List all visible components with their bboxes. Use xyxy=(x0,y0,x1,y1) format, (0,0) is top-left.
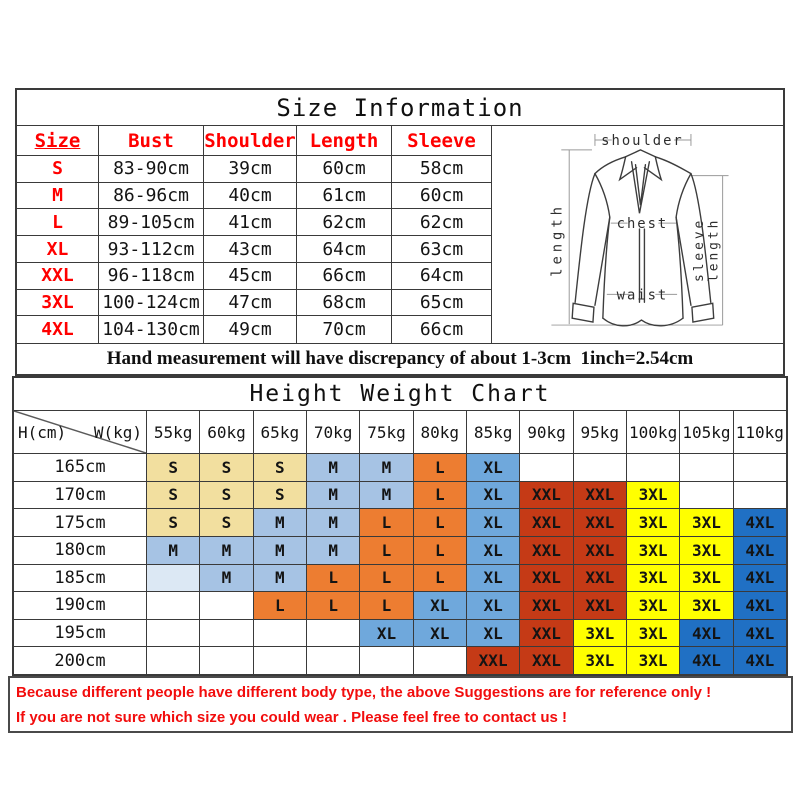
hw-size-cell: S xyxy=(200,482,253,509)
hw-row xyxy=(14,565,786,593)
size-cell-bust: 100-124cm xyxy=(99,290,204,317)
hw-height-cell: 185cm xyxy=(14,565,147,592)
hw-height-cell: 190cm xyxy=(14,592,147,619)
hw-matrix xyxy=(14,454,786,674)
hw-size-cell: 4XL xyxy=(734,565,786,592)
size-cell-length: 66cm xyxy=(297,263,392,290)
size-cell-length: 61cm xyxy=(297,183,392,210)
hw-corner-weight-label: W(kg) xyxy=(93,422,142,442)
size-table-row xyxy=(17,183,492,210)
hw-size-cell: XL xyxy=(467,482,520,509)
hw-size-cell: S xyxy=(254,482,307,509)
hw-height-cell: 170cm xyxy=(14,482,147,509)
hw-size-cell: M xyxy=(360,454,413,481)
hw-size-cell: L xyxy=(307,565,360,592)
hw-size-cell: M xyxy=(307,509,360,536)
size-cell-length: 64cm xyxy=(297,236,392,263)
hw-size-cell: M xyxy=(200,537,253,564)
chest-label: chest xyxy=(616,216,669,233)
hw-size-cell: XXL xyxy=(574,537,627,564)
shirt-diagram-cell xyxy=(492,126,783,343)
hw-height-cell: 165cm xyxy=(14,454,147,481)
hw-weight-header-cell: 55kg xyxy=(147,411,200,453)
hw-corner-cell xyxy=(14,411,147,453)
hw-size-cell: S xyxy=(200,454,253,481)
left-armhole xyxy=(595,174,610,218)
size-header-cell-shoulder: Shoulder xyxy=(204,126,297,156)
hw-weight-header-cell: 65kg xyxy=(254,411,307,453)
hw-size-cell: S xyxy=(254,454,307,481)
size-header-cell-bust: Bust xyxy=(99,126,204,156)
hw-size-cell: XXL xyxy=(520,482,573,509)
hw-size-cell: L xyxy=(360,509,413,536)
shirt-measurement-diagram xyxy=(492,126,783,343)
size-table-left xyxy=(17,126,492,343)
hw-header-row xyxy=(14,411,786,454)
hw-size-cell: XL xyxy=(467,592,520,619)
hw-weight-header-cell: 95kg xyxy=(574,411,627,453)
height-weight-chart xyxy=(12,376,788,676)
hw-size-cell: M xyxy=(307,482,360,509)
hw-size-cell: 3XL xyxy=(680,509,733,536)
hw-row xyxy=(14,482,786,510)
hw-size-cell xyxy=(574,454,627,481)
sleeve-length-label xyxy=(692,218,722,282)
right-sleeve-inner xyxy=(676,217,691,305)
hw-size-cell: 3XL xyxy=(680,537,733,564)
hw-size-cell xyxy=(680,454,733,481)
size-table-row xyxy=(17,209,492,236)
hw-height-cell: 180cm xyxy=(14,537,147,564)
hw-size-cell: XL xyxy=(467,509,520,536)
hw-size-cell: L xyxy=(254,592,307,619)
hw-size-cell: M xyxy=(147,537,200,564)
size-cell-shoulder: 43cm xyxy=(204,236,297,263)
hw-size-cell: XXL xyxy=(467,647,520,674)
hw-size-cell: 3XL xyxy=(627,592,680,619)
hw-row xyxy=(14,454,786,482)
size-cell-bust: 86-96cm xyxy=(99,183,204,210)
hw-size-cell: L xyxy=(414,482,467,509)
footer-note xyxy=(8,676,793,733)
size-cell-length: 60cm xyxy=(297,156,392,183)
hw-size-cell: XXL xyxy=(520,537,573,564)
hw-size-cell: 4XL xyxy=(734,592,786,619)
hw-size-cell xyxy=(680,482,733,509)
hw-size-cell: 4XL xyxy=(680,620,733,647)
hw-weight-header-cell: 105kg xyxy=(680,411,733,453)
hw-size-cell: S xyxy=(147,482,200,509)
hw-size-cell: 3XL xyxy=(627,647,680,674)
hw-weight-header-cell: 80kg xyxy=(414,411,467,453)
hw-size-cell: XXL xyxy=(520,620,573,647)
hw-weight-header-cell: 75kg xyxy=(360,411,413,453)
hw-size-cell: XXL xyxy=(574,509,627,536)
size-table-header-row xyxy=(17,126,492,156)
hw-size-cell: M xyxy=(360,482,413,509)
hw-size-cell: L xyxy=(414,454,467,481)
hw-size-cell: XXL xyxy=(520,509,573,536)
size-header-cell-length: Length xyxy=(297,126,392,156)
hw-size-cell xyxy=(734,454,786,481)
hw-size-cell: M xyxy=(254,509,307,536)
waist-label: waist xyxy=(616,287,669,304)
hw-size-cell: XXL xyxy=(574,565,627,592)
size-cell-shoulder: 49cm xyxy=(204,316,297,343)
right-cuff xyxy=(692,303,714,322)
size-cell-sleeve: 60cm xyxy=(392,183,492,210)
size-cell-sleeve: 66cm xyxy=(392,316,492,343)
hw-size-cell: L xyxy=(360,592,413,619)
hw-size-cell: M xyxy=(307,454,360,481)
body-left xyxy=(603,217,610,318)
hw-size-cell: L xyxy=(360,537,413,564)
size-cell-shoulder: 45cm xyxy=(204,263,297,290)
sleeve-label-word2: length xyxy=(706,217,722,282)
hw-size-cell: M xyxy=(254,537,307,564)
hw-size-cell: 4XL xyxy=(734,537,786,564)
hw-size-cell: L xyxy=(414,537,467,564)
hw-size-cell xyxy=(254,620,307,647)
hw-size-cell: S xyxy=(147,454,200,481)
hw-size-cell: L xyxy=(414,565,467,592)
size-cell-size: 4XL xyxy=(17,316,99,343)
size-cell-bust: 93-112cm xyxy=(99,236,204,263)
hw-size-cell: S xyxy=(200,509,253,536)
right-armhole xyxy=(676,174,691,218)
hw-size-cell xyxy=(307,620,360,647)
size-cell-size: XXL xyxy=(17,263,99,290)
hw-size-cell xyxy=(200,592,253,619)
footer-line-2: If you are not sure which size you could wear . Please feel free to contact us ! xyxy=(16,709,567,726)
hw-height-cell: 175cm xyxy=(14,509,147,536)
size-cell-length: 68cm xyxy=(297,290,392,317)
right-shoulder-seam xyxy=(655,157,691,174)
hw-size-cell: XL xyxy=(414,592,467,619)
hw-size-cell xyxy=(200,620,253,647)
hw-size-cell: M xyxy=(307,537,360,564)
size-cell-size: XL xyxy=(17,236,99,263)
size-cell-length: 62cm xyxy=(297,209,392,236)
hw-size-cell xyxy=(147,565,200,592)
size-cell-sleeve: 64cm xyxy=(392,263,492,290)
size-cell-shoulder: 41cm xyxy=(204,209,297,236)
size-cell-size: M xyxy=(17,183,99,210)
hw-size-cell xyxy=(734,482,786,509)
hw-size-cell: 4XL xyxy=(734,620,786,647)
size-cell-sleeve: 63cm xyxy=(392,236,492,263)
hw-size-cell: 3XL xyxy=(680,565,733,592)
hw-size-cell xyxy=(360,647,413,674)
hw-corner-height-label: H(cm) xyxy=(18,422,67,442)
size-table-row xyxy=(17,290,492,317)
hw-size-cell xyxy=(414,647,467,674)
hw-size-cell: L xyxy=(307,592,360,619)
hw-weight-header-cell: 90kg xyxy=(520,411,573,453)
left-sleeve-inner xyxy=(595,217,610,305)
size-cell-length: 70cm xyxy=(297,316,392,343)
size-cell-size: 3XL xyxy=(17,290,99,317)
hw-size-cell xyxy=(627,454,680,481)
size-cell-bust: 83-90cm xyxy=(99,156,204,183)
hw-size-cell: M xyxy=(200,565,253,592)
hw-size-cell: XL xyxy=(467,537,520,564)
hw-size-cell: XL xyxy=(360,620,413,647)
sleeve-label-word1: sleeve xyxy=(691,217,707,282)
size-cell-bust: 89-105cm xyxy=(99,209,204,236)
size-cell-sleeve: 65cm xyxy=(392,290,492,317)
hw-row xyxy=(14,537,786,565)
hw-weight-header-cell: 110kg xyxy=(735,422,784,442)
hw-size-cell xyxy=(307,647,360,674)
hw-size-cell: XL xyxy=(467,620,520,647)
hw-row xyxy=(14,592,786,620)
hw-size-cell: 3XL xyxy=(627,620,680,647)
hw-size-cell: XL xyxy=(467,565,520,592)
size-cell-bust: 104-130cm xyxy=(99,316,204,343)
hw-row xyxy=(14,620,786,648)
size-info-title: Size Information xyxy=(17,90,783,126)
size-cell-shoulder: 39cm xyxy=(204,156,297,183)
length-dim-line xyxy=(561,150,592,324)
hw-size-cell: XL xyxy=(414,620,467,647)
hw-size-cell: 3XL xyxy=(627,509,680,536)
measurement-note: Hand measurement will have discrepancy of about 1-3cm 1inch=2.54cm xyxy=(106,348,694,369)
hw-size-cell: XXL xyxy=(520,647,573,674)
size-information-table xyxy=(15,88,785,376)
hw-weight-header-cell: 100kg xyxy=(627,411,680,453)
size-table-row xyxy=(17,236,492,263)
hw-size-cell xyxy=(520,454,573,481)
size-header-cell-size: Size xyxy=(17,126,99,156)
length-label: length xyxy=(549,203,566,277)
size-cell-shoulder: 40cm xyxy=(204,183,297,210)
hw-size-cell xyxy=(254,647,307,674)
size-table-row xyxy=(17,263,492,290)
body-right xyxy=(676,217,683,318)
left-shoulder-seam xyxy=(595,157,626,174)
hw-size-cell: 3XL xyxy=(574,620,627,647)
size-table-row xyxy=(17,156,492,183)
hw-size-cell: 3XL xyxy=(574,647,627,674)
hw-weight-header-cell: 85kg xyxy=(467,411,520,453)
size-cell-shoulder: 47cm xyxy=(204,290,297,317)
left-cuff xyxy=(572,303,594,322)
hw-size-cell: XXL xyxy=(574,482,627,509)
hw-size-cell: M xyxy=(254,565,307,592)
size-table-row xyxy=(17,316,492,343)
hw-size-cell xyxy=(147,620,200,647)
collar-band xyxy=(626,150,656,157)
size-cell-sleeve: 62cm xyxy=(392,209,492,236)
hw-weight-header-cell: 60kg xyxy=(200,411,253,453)
hw-row xyxy=(14,509,786,537)
hw-size-cell: L xyxy=(414,509,467,536)
hw-size-cell: S xyxy=(147,509,200,536)
shoulder-label: shoulder xyxy=(601,132,684,149)
hw-size-cell: 4XL xyxy=(734,509,786,536)
hw-size-cell: XL xyxy=(467,454,520,481)
hw-row xyxy=(14,647,786,674)
hw-size-cell xyxy=(147,647,200,674)
hw-height-cell: 195cm xyxy=(14,620,147,647)
hw-size-cell: 3XL xyxy=(627,482,680,509)
hw-size-cell: 3XL xyxy=(680,592,733,619)
left-sleeve-outer xyxy=(575,174,595,303)
hw-size-cell: 3XL xyxy=(627,537,680,564)
size-table-middle xyxy=(17,126,783,344)
hw-size-cell xyxy=(200,647,253,674)
size-cell-sleeve: 58cm xyxy=(392,156,492,183)
size-cell-size: L xyxy=(17,209,99,236)
footer-line-1: Because different people have different body type, the above Suggestions are for reference only ! xyxy=(16,684,712,701)
hw-size-cell: L xyxy=(360,565,413,592)
hw-size-cell: XXL xyxy=(574,592,627,619)
hw-size-cell: 4XL xyxy=(734,647,786,674)
size-table-rows xyxy=(17,156,492,343)
hw-title: Height Weight Chart xyxy=(14,378,786,411)
hw-size-cell: XXL xyxy=(520,592,573,619)
hw-size-cell: 4XL xyxy=(680,647,733,674)
hw-height-cell: 200cm xyxy=(14,647,147,674)
size-cell-bust: 96-118cm xyxy=(99,263,204,290)
hw-size-cell: XXL xyxy=(520,565,573,592)
size-header-cell-sleeve: Sleeve xyxy=(392,126,492,156)
hw-weight-header-cell: 70kg xyxy=(307,411,360,453)
size-cell-size: S xyxy=(17,156,99,183)
hw-size-cell: 3XL xyxy=(627,565,680,592)
hw-size-cell xyxy=(147,592,200,619)
